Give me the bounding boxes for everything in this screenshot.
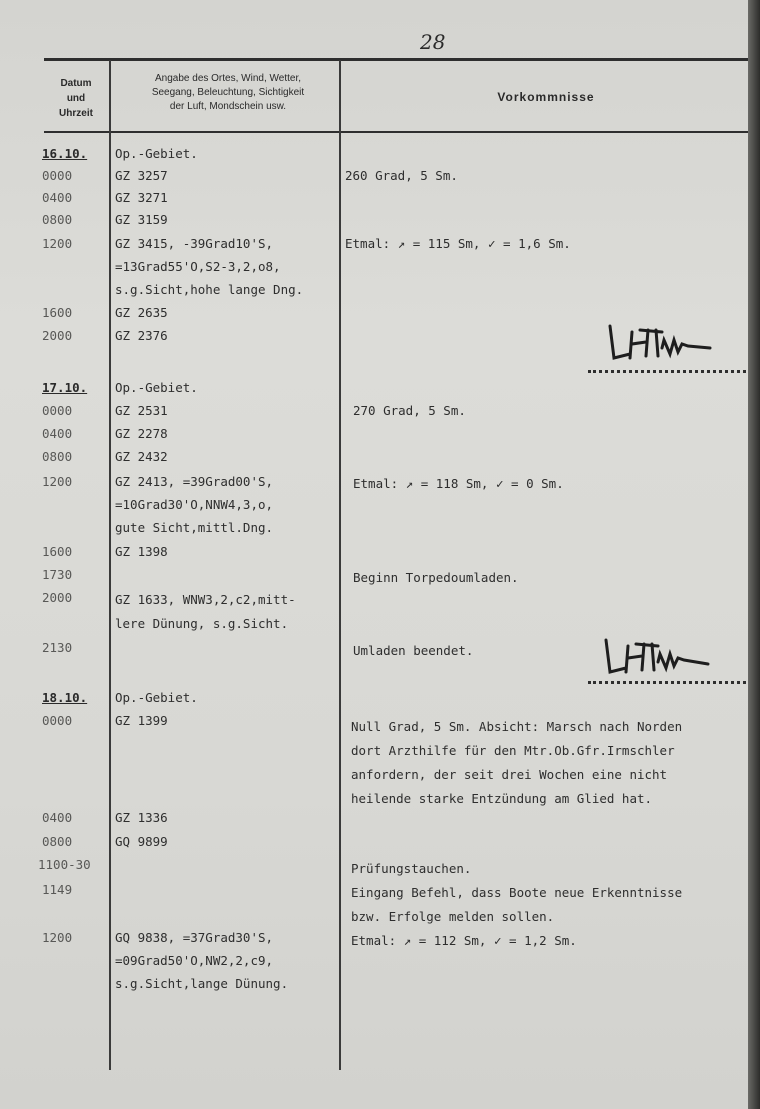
- event-cell: Etmal: ↗ = 118 Sm, ✓ = 0 Sm.: [353, 476, 564, 491]
- time-cell: 0400: [42, 426, 73, 441]
- time-cell: 1100-30: [38, 857, 91, 872]
- location-cell: GZ 3271: [115, 190, 168, 205]
- event-cell: Umladen beendet.: [353, 643, 474, 658]
- location-cell: GZ 3159: [115, 212, 168, 227]
- location-cell: =09Grad50'O,NW2,2,c9,: [115, 953, 274, 968]
- event-cell: Etmal: ↗ = 115 Sm, ✓ = 1,6 Sm.: [345, 236, 571, 251]
- day-heading: 17.10.: [42, 380, 88, 395]
- time-cell: 2000: [42, 590, 73, 605]
- location-cell: GZ 2278: [115, 426, 168, 441]
- signature-dotted-line: [588, 370, 746, 373]
- event-cell: heilende starke Entzündung am Glied hat.: [351, 791, 653, 806]
- location-cell: GZ 1633, WNW3,2,c2,mitt-: [115, 592, 296, 607]
- time-cell: 0800: [42, 449, 73, 464]
- location-cell: Op.-Gebiet.: [115, 690, 198, 705]
- location-cell: GZ 2635: [115, 305, 168, 320]
- time-cell: 0400: [42, 810, 73, 825]
- event-cell: anfordern, der seit drei Wochen eine nicht: [351, 767, 668, 782]
- location-cell: s.g.Sicht,lange Dünung.: [115, 976, 289, 991]
- event-cell: Null Grad, 5 Sm. Absicht: Marsch nach Norden: [351, 719, 683, 734]
- time-cell: 1200: [42, 236, 73, 251]
- location-cell: =10Grad30'O,NNW4,3,o,: [115, 497, 274, 512]
- location-cell: GQ 9899: [115, 834, 168, 849]
- location-cell: GZ 1399: [115, 713, 168, 728]
- header-date-column: Datum und Uhrzeit: [59, 78, 93, 119]
- location-cell: gute Sicht,mittl.Dng.: [115, 520, 274, 535]
- location-cell: GZ 1398: [115, 544, 168, 559]
- time-cell: 1149: [42, 882, 73, 897]
- time-cell: 0800: [42, 212, 73, 227]
- location-cell: GZ 2413, =39Grad00'S,: [115, 474, 274, 489]
- location-cell: lere Dünung, s.g.Sicht.: [115, 616, 289, 631]
- page-number: 28: [420, 30, 446, 54]
- location-cell: =13Grad55'O,S2-3,2,o8,: [115, 259, 281, 274]
- header-events-column: Vorkommnisse: [497, 90, 595, 104]
- location-cell: GZ 2376: [115, 328, 168, 343]
- location-cell: GQ 9838, =37Grad30'S,: [115, 930, 274, 945]
- event-cell: bzw. Erfolge melden sollen.: [351, 909, 555, 924]
- day-heading: 16.10.: [42, 146, 88, 161]
- header-bottom-rule: [44, 131, 748, 133]
- event-cell: Prüfungstauchen.: [351, 861, 472, 876]
- header-top-rule: [44, 58, 748, 61]
- day-heading: 18.10.: [42, 690, 88, 705]
- time-cell: 0400: [42, 190, 73, 205]
- signature-initials: [600, 318, 720, 368]
- time-cell: 1200: [42, 930, 73, 945]
- signature-initials: [596, 632, 716, 680]
- time-cell: 1200: [42, 474, 73, 489]
- time-cell: 1600: [42, 305, 73, 320]
- event-cell: dort Arzthilfe für den Mtr.Ob.Gfr.Irmschler: [351, 743, 675, 758]
- location-cell: GZ 3415, -39Grad10'S,: [115, 236, 274, 251]
- header-location-column: Angabe des Ortes, Wind, Wetter, Seegang, Beleuchtung, Sichtigkeit der Luft, Mondschein usw.: [151, 73, 305, 112]
- event-cell: 260 Grad, 5 Sm.: [345, 168, 458, 183]
- event-cell: Beginn Torpedoumladen.: [353, 570, 519, 585]
- column-divider-2: [339, 60, 341, 1070]
- location-cell: Op.-Gebiet.: [115, 146, 198, 161]
- event-cell: 270 Grad, 5 Sm.: [353, 403, 466, 418]
- time-cell: 0000: [42, 713, 73, 728]
- time-cell: 1730: [42, 567, 73, 582]
- location-cell: GZ 1336: [115, 810, 168, 825]
- location-cell: GZ 3257: [115, 168, 168, 183]
- column-divider-1: [109, 60, 111, 1070]
- event-cell: Eingang Befehl, dass Boote neue Erkenntnisse: [351, 885, 683, 900]
- location-cell: s.g.Sicht,hohe lange Dng.: [115, 282, 304, 297]
- time-cell: 0000: [42, 403, 73, 418]
- time-cell: 2000: [42, 328, 73, 343]
- signature-dotted-line: [588, 681, 746, 684]
- location-cell: GZ 2531: [115, 403, 168, 418]
- time-cell: 1600: [42, 544, 73, 559]
- page-edge-shadow: [748, 0, 760, 1109]
- location-cell: Op.-Gebiet.: [115, 380, 198, 395]
- time-cell: 0800: [42, 834, 73, 849]
- time-cell: 2130: [42, 640, 73, 655]
- event-cell: Etmal: ↗ = 112 Sm, ✓ = 1,2 Sm.: [351, 933, 577, 948]
- location-cell: GZ 2432: [115, 449, 168, 464]
- time-cell: 0000: [42, 168, 73, 183]
